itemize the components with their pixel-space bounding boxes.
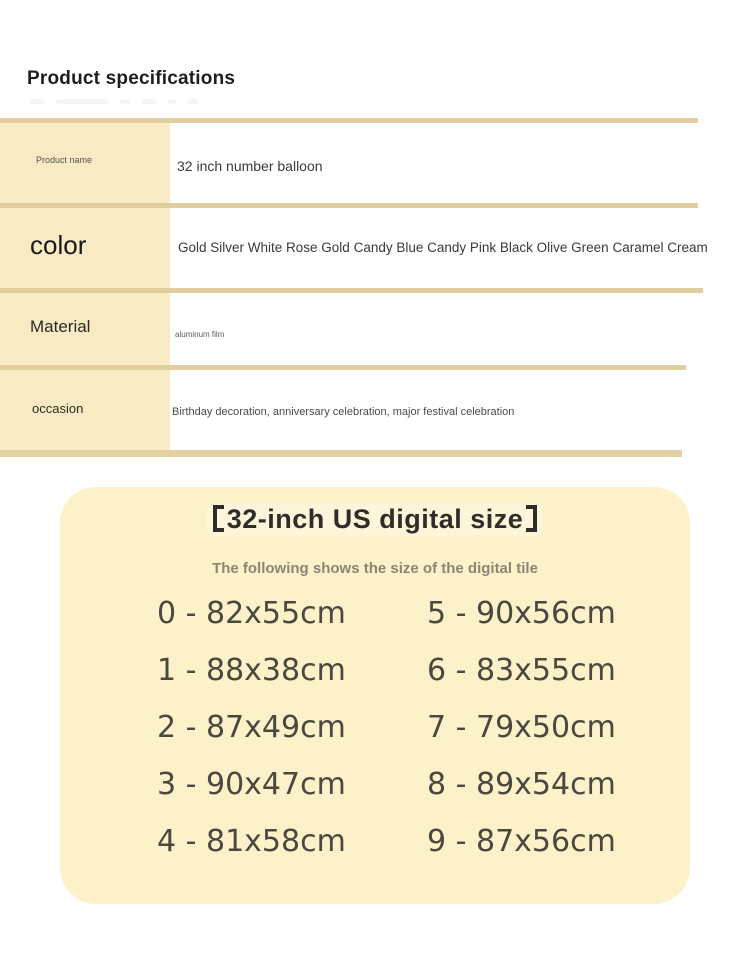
spec-label-product-name: Product name — [36, 155, 93, 165]
size-panel-title — [60, 503, 690, 536]
spec-value-occasion: Birthday decoration, anniversary celebration, major festival celebration — [172, 406, 515, 418]
spec-label-occasion: occasion — [32, 401, 84, 416]
table-divider — [0, 365, 686, 370]
size-item-4: 4 - 81x58cm — [157, 824, 346, 859]
size-item-9: 9 - 87x56cm — [427, 824, 616, 859]
spec-value-color: Gold Silver White Rose Gold Candy Blue Candy Pink Black Olive Green Caramel Cream — [178, 240, 708, 255]
size-item-8: 8 - 89x54cm — [427, 767, 616, 802]
size-item-5: 5 - 90x56cm — [427, 596, 616, 631]
table-divider — [0, 288, 703, 293]
size-item-6: 6 - 83x55cm — [427, 653, 616, 688]
digital-size-panel — [60, 487, 690, 904]
size-item-1: 1 - 88x38cm — [157, 653, 346, 688]
table-divider — [0, 118, 698, 123]
spec-table — [0, 118, 750, 457]
size-list-right-column — [427, 597, 616, 859]
faded-text-artifact — [30, 99, 330, 106]
spec-value-product-name: 32 inch number balloon — [177, 158, 323, 174]
right-lenticular-bracket — [526, 505, 537, 532]
page-title: Product specifications — [27, 68, 236, 89]
left-lenticular-bracket — [213, 505, 224, 532]
spec-label-color: color — [30, 230, 87, 260]
size-list-left-column — [157, 597, 346, 859]
size-item-2: 2 - 87x49cm — [157, 710, 346, 745]
spec-label-material: Material — [30, 317, 91, 336]
size-panel-subtitle: The following shows the size of the digital tile — [212, 560, 538, 577]
size-item-3: 3 - 90x47cm — [157, 767, 346, 802]
size-item-7: 7 - 79x50cm — [427, 710, 616, 745]
size-panel-title-text: 32-inch US digital size — [226, 504, 524, 534]
table-divider-bottom — [0, 450, 682, 457]
spec-value-material: aluminum film — [175, 330, 225, 339]
size-panel-title-highlight — [207, 503, 544, 536]
size-item-0: 0 - 82x55cm — [157, 596, 346, 631]
table-divider — [0, 203, 698, 208]
